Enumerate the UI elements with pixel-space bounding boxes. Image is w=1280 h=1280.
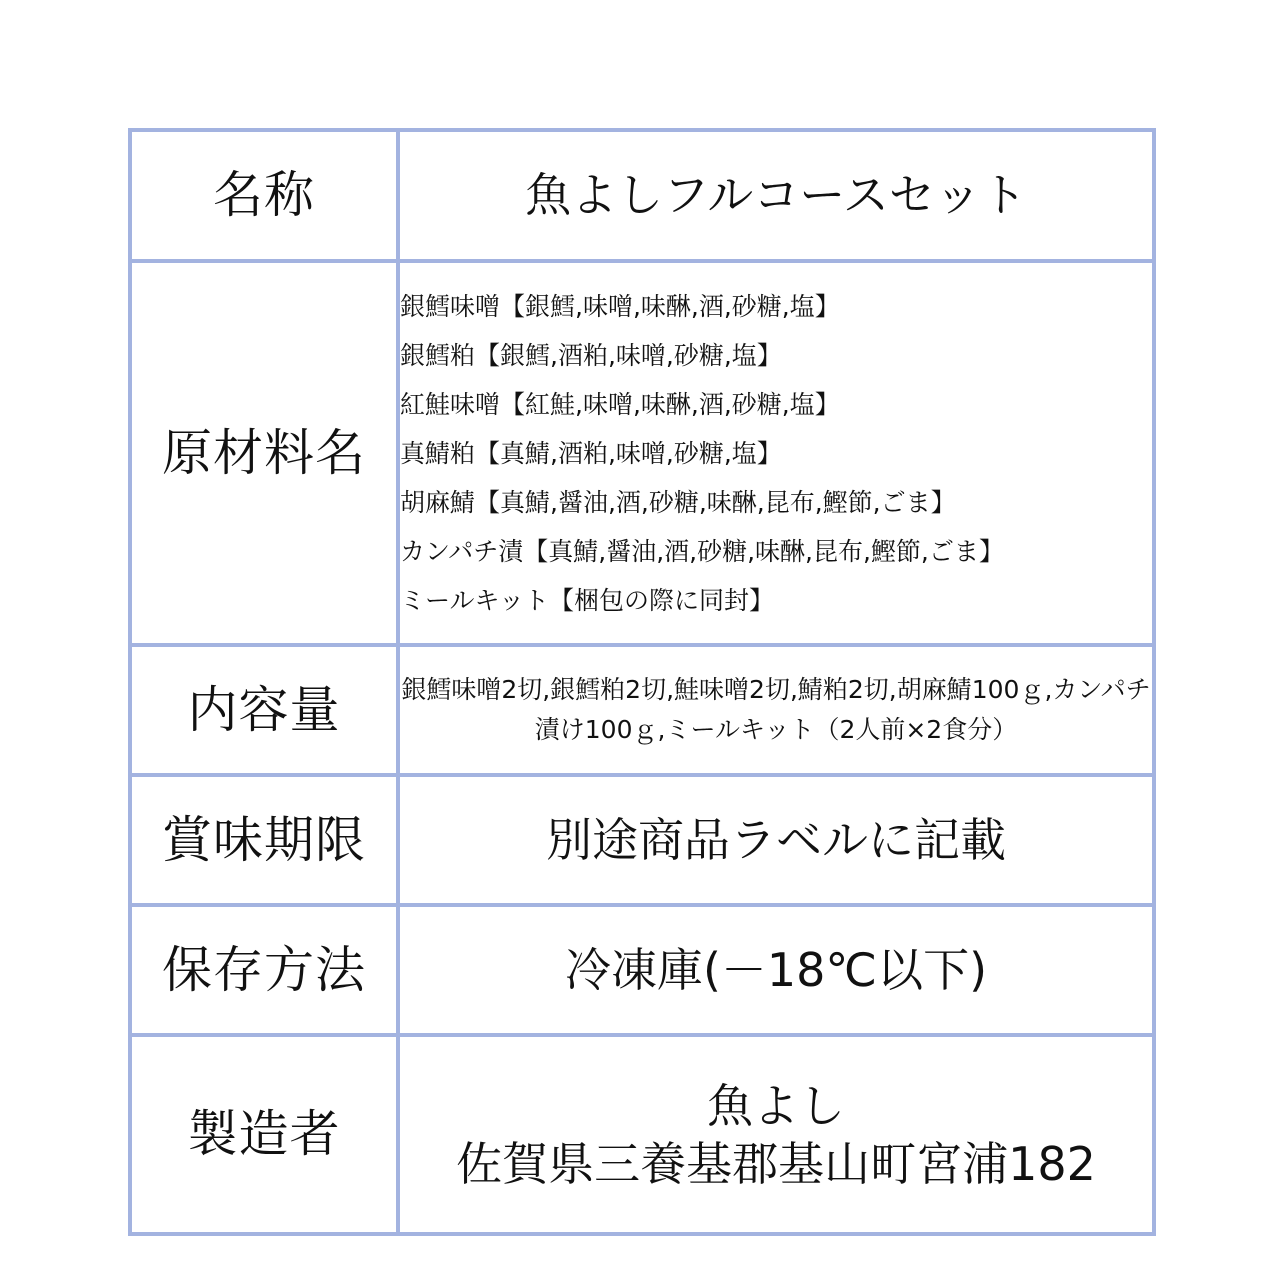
- name-label: 名称: [130, 130, 398, 261]
- contents-value: 銀鱈味噌2切,銀鱈粕2切,鮭味噌2切,鯖粕2切,胡麻鯖100ｇ,カンパチ漬け100ｇ,ミールキット（2人前×2食分）: [398, 645, 1154, 775]
- expiry-value: 別途商品ラベルに記載: [398, 775, 1154, 905]
- row-manufacturer: [130, 1035, 1154, 1234]
- manufacturer-value: [398, 1035, 1154, 1234]
- manufacturer-address: 佐賀県三養基郡基山町宮浦182: [456, 1136, 1096, 1191]
- product-label-table: [128, 128, 1156, 1236]
- row-ingredients: [130, 261, 1154, 645]
- manufacturer-label: 製造者: [130, 1035, 398, 1234]
- contents-label: 内容量: [130, 645, 398, 775]
- ingredient-line: カンパチ漬【真鯖,醤油,酒,砂糖,味醂,昆布,鰹節,ごま】: [400, 536, 1004, 566]
- ingredients-label: 原材料名: [130, 261, 398, 645]
- storage-label: 保存方法: [130, 905, 398, 1035]
- ingredient-line: 真鯖粕【真鯖,酒粕,味噌,砂糖,塩】: [400, 438, 782, 468]
- row-contents: [130, 645, 1154, 775]
- name-value: 魚よしフルコースセット: [398, 130, 1154, 261]
- ingredient-line: 胡麻鯖【真鯖,醤油,酒,砂糖,味醂,昆布,鰹節,ごま】: [400, 487, 956, 517]
- ingredient-line: 紅鮭味噌【紅鮭,味噌,味醂,酒,砂糖,塩】: [400, 389, 840, 419]
- ingredient-line: 銀鱈粕【銀鱈,酒粕,味噌,砂糖,塩】: [400, 340, 782, 370]
- ingredient-line: 銀鱈味噌【銀鱈,味噌,味醂,酒,砂糖,塩】: [400, 291, 840, 321]
- ingredient-line: ミールキット【梱包の際に同封】: [400, 585, 775, 615]
- storage-value: 冷凍庫(－18℃以下): [398, 905, 1154, 1035]
- row-expiry: [130, 775, 1154, 905]
- manufacturer-name: 魚よし: [707, 1078, 845, 1133]
- ingredients-list: [398, 261, 1154, 645]
- row-name: [130, 130, 1154, 261]
- row-storage: [130, 905, 1154, 1035]
- expiry-label: 賞味期限: [130, 775, 398, 905]
